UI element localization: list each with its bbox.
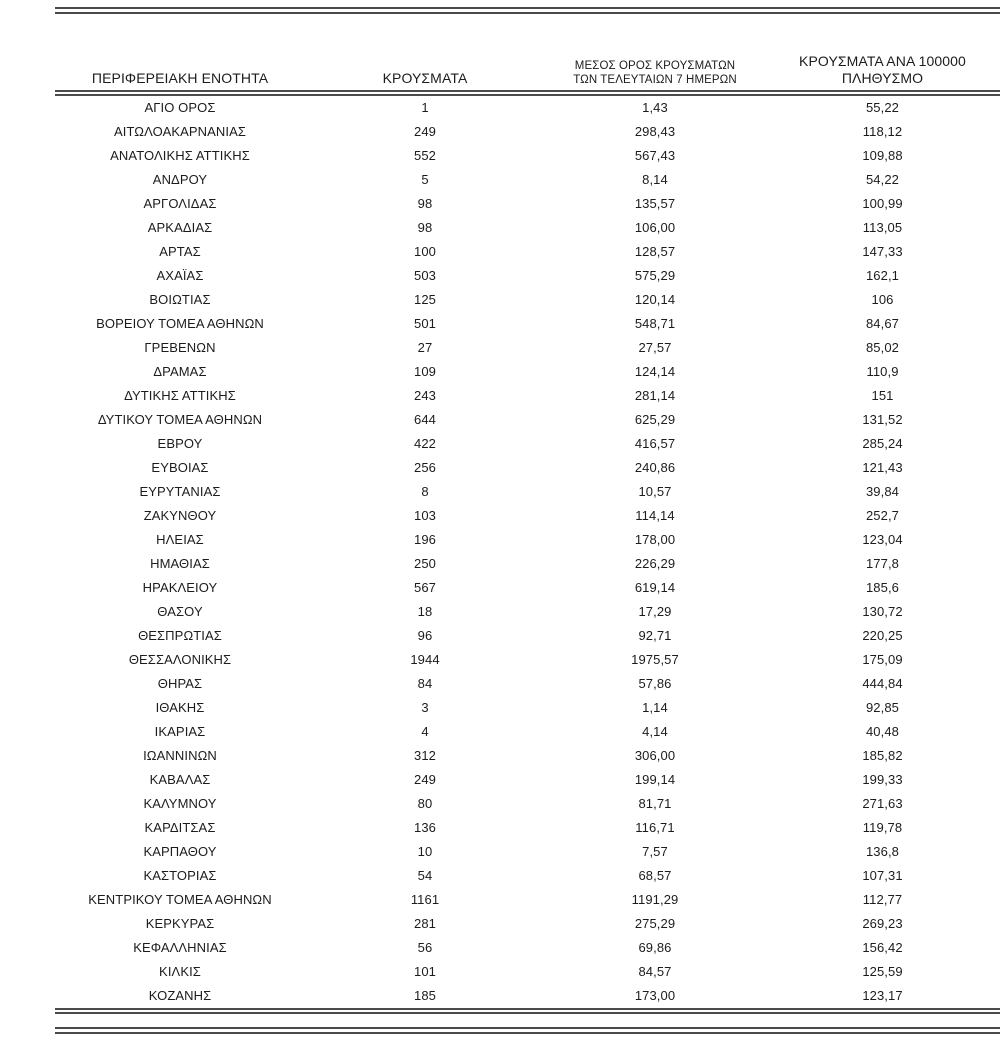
cases-cell: 1 [421,100,429,115]
region-cell: ΕΥΡΥΤΑΝΙΑΣ [139,484,221,499]
region-cell: ΔΥΤΙΚΟΥ ΤΟΜΕΑ ΑΘΗΝΩΝ [97,412,263,427]
cases-cell: 5 [421,172,429,187]
per100k-cell: 110,9 [866,364,899,379]
column-header-region-label: ΠΕΡΙΦΕΡΕΙΑΚΗ ΕΝΟΤΗΤΑ [91,70,269,86]
per100k-cell: 55,22 [865,100,900,115]
region-cell: ΗΡΑΚΛΕΙΟΥ [142,580,218,595]
cases-cell: 96 [417,628,433,643]
region-cell: ΚΕΡΚΥΡΑΣ [145,916,215,931]
region-cell: ΙΘΑΚΗΣ [155,700,205,715]
cases-cell: 103 [414,508,436,523]
cases-cell: 98 [417,220,433,235]
region-cell: ΚΕΦΑΛΛΗΝΙΑΣ [133,940,227,955]
avg7-cell: 567,43 [634,148,676,163]
region-cell: ΘΗΡΑΣ [157,676,203,691]
avg7-cell: 575,29 [634,268,676,283]
avg7-cell: 226,29 [634,556,676,571]
table-row [55,240,1000,264]
per100k-cell: 113,05 [862,220,903,235]
region-cell: ΑΧΑΪΑΣ [156,268,204,283]
avg7-cell: 10,57 [638,484,672,499]
cases-cell: 249 [414,124,436,139]
region-cell: ΒΟΡΕΙΟΥ ΤΟΜΕΑ ΑΘΗΝΩΝ [96,316,264,331]
cases-cell: 312 [414,748,436,763]
region-cell: ΒΟΙΩΤΙΑΣ [149,292,211,307]
table-row [55,360,1000,384]
per100k-cell: 271,63 [862,796,903,811]
region-cell: ΚΑΛΥΜΝΟΥ [143,796,217,811]
table-row [55,960,1000,984]
region-cell: ΙΚΑΡΙΑΣ [154,724,206,739]
region-cell: ΙΩΑΝΝΙΝΩΝ [143,748,217,763]
table-row [55,312,1000,336]
per100k-cell: 123,17 [765,984,1000,1011]
avg7-cell: 8,14 [642,172,668,187]
avg7-cell: 416,57 [634,436,676,451]
region-cell: ΑΝΑΤΟΛΙΚΗΣ ΑΤΤΙΚΗΣ [110,148,250,163]
table-row [55,120,1000,144]
cases-cell: 84 [417,676,433,691]
cases-cell: 185 [305,984,545,1011]
per100k-cell: 269,23 [862,916,903,931]
cases-cell: 196 [414,532,436,547]
per100k-cell: 39,84 [865,484,900,499]
region-cell: ΓΡΕΒΕΝΩΝ [144,340,216,355]
table-row [55,264,1000,288]
region-cell: ΔΥΤΙΚΗΣ ΑΤΤΙΚΗΣ [124,388,236,403]
avg7-cell: 128,57 [634,244,676,259]
column-header-per100k-line1: ΚΡΟΥΣΜΑΤΑ ΑΝΑ 100000 [799,53,966,69]
avg7-cell: 120,14 [634,292,676,307]
cases-cell: 567 [414,580,436,595]
table-row [55,480,1000,504]
table-row [55,456,1000,480]
region-cell: ΗΛΕΙΑΣ [156,532,204,547]
table-row [55,624,1000,648]
table-row [55,792,1000,816]
avg7-cell: 7,57 [642,844,668,859]
region-cell: ΕΒΡΟΥ [157,436,203,451]
avg7-cell: 124,14 [634,364,676,379]
column-header-cases [305,38,545,93]
avg7-cell: 178,00 [634,532,676,547]
cases-cell: 1944 [410,652,440,667]
table-row [55,93,1000,120]
per100k-cell: 147,33 [862,244,903,259]
top-rule [55,7,1000,14]
table-row [55,840,1000,864]
cases-cell: 27 [417,340,433,355]
cases-cell: 4 [421,724,429,739]
region-cell: ΚΙΛΚΙΣ [159,964,201,979]
per100k-cell: 185,6 [865,580,900,595]
region-cell: ΚΑΣΤΟΡΙΑΣ [143,868,217,883]
region-cell: ΖΑΚΥΝΘΟΥ [143,508,217,523]
avg7-cell: 298,43 [634,124,676,139]
cases-cell: 54 [417,868,433,883]
per100k-cell: 123,04 [862,532,903,547]
header-row [55,38,1000,93]
cases-cell: 136 [414,820,436,835]
avg7-cell: 275,29 [634,916,676,931]
per100k-cell: 106 [871,292,894,307]
cases-cell: 281 [414,916,436,931]
avg7-cell: 1,14 [642,700,668,715]
table-header [55,38,1000,93]
table-row [55,168,1000,192]
per100k-cell: 85,02 [865,340,900,355]
table-row [55,432,1000,456]
cases-cell: 8 [421,484,429,499]
per100k-cell: 136,8 [865,844,900,859]
per100k-cell: 125,59 [862,964,903,979]
table-row [55,216,1000,240]
column-header-region [55,38,305,93]
avg7-cell: 281,14 [634,388,676,403]
per100k-cell: 130,72 [862,604,903,619]
per100k-cell: 92,85 [865,700,900,715]
table-row [55,336,1000,360]
cases-cell: 503 [414,268,436,283]
per100k-cell: 107,31 [862,868,903,883]
cases-cell: 644 [414,412,436,427]
avg7-cell: 84,57 [638,964,672,979]
column-header-avg7 [545,38,765,93]
table-row [55,936,1000,960]
per100k-cell: 54,22 [865,172,900,187]
per100k-cell: 220,25 [862,628,903,643]
per100k-cell: 175,09 [862,652,903,667]
region-cell: ΘΕΣΠΡΩΤΙΑΣ [138,628,222,643]
cases-cell: 80 [417,796,433,811]
table-row [55,912,1000,936]
table-row [55,384,1000,408]
table-row [55,816,1000,840]
per100k-cell: 121,43 [862,460,903,475]
avg7-cell: 240,86 [634,460,676,475]
avg7-cell: 548,71 [634,316,676,331]
column-header-per100k [765,38,1000,93]
cases-cell: 1161 [410,892,440,907]
table-row [55,744,1000,768]
region-cell: ΚΕΝΤΡΙΚΟΥ ΤΟΜΕΑ ΑΘΗΝΩΝ [88,892,272,907]
avg7-cell: 69,86 [638,940,672,955]
table-row [55,552,1000,576]
per100k-cell: 177,8 [865,556,900,571]
table-row [55,144,1000,168]
per100k-cell: 100,99 [862,196,903,211]
per100k-cell: 285,24 [862,436,903,451]
region-cell: ΑΙΤΩΛΟΑΚΑΡΝΑΝΙΑΣ [113,124,247,139]
avg7-cell: 619,14 [634,580,676,595]
region-cell: ΘΕΣΣΑΛΟΝΙΚΗΣ [128,652,232,667]
avg7-cell: 114,14 [635,508,675,523]
avg7-cell: 306,00 [634,748,676,763]
per100k-cell: 131,52 [862,412,903,427]
cases-cell: 98 [417,196,433,211]
per100k-cell: 162,1 [865,268,900,283]
per100k-cell: 84,67 [865,316,900,331]
column-header-cases-label: ΚΡΟΥΣΜΑΤΑ [382,70,468,86]
region-cell: ΚΑΡΠΑΘΟΥ [143,844,217,859]
avg7-cell: 135,57 [634,196,676,211]
table-row [55,192,1000,216]
column-header-per100k-line2: ΠΛΗΘΥΣΜΟ [841,70,924,86]
regional-cases-table [55,38,1000,1014]
table-row [55,408,1000,432]
avg7-cell: 625,29 [634,412,676,427]
region-cell: ΚΟΖΑΝΗΣ [55,984,305,1011]
cases-cell: 3 [421,700,429,715]
column-header-avg7-line2: ΤΩΝ ΤΕΛΕΥΤΑΙΩΝ 7 ΗΜΕΡΩΝ [573,74,737,86]
column-header-avg7-line1: ΜΕΣΟΣ ΟΡΟΣ ΚΡΟΥΣΜΑΤΩΝ [574,60,736,72]
per100k-cell: 40,48 [865,724,900,739]
table-row [55,864,1000,888]
per100k-cell: 151 [871,388,894,403]
table-row [55,720,1000,744]
avg7-cell: 92,71 [638,628,672,643]
region-cell: ΕΥΒΟΙΑΣ [151,460,209,475]
avg7-cell: 106,00 [634,220,676,235]
table-row [55,696,1000,720]
region-cell: ΑΡΓΟΛΙΔΑΣ [143,196,217,211]
avg7-cell: 1,43 [642,100,668,115]
cases-cell: 422 [414,436,436,451]
avg7-cell: 199,14 [634,772,676,787]
cases-cell: 501 [414,316,436,331]
per100k-cell: 252,7 [865,508,900,523]
avg7-cell: 27,57 [638,340,672,355]
avg7-cell: 1191,29 [631,892,679,907]
region-cell: ΑΡΤΑΣ [159,244,201,259]
per100k-cell: 119,78 [862,820,903,835]
per100k-cell: 112,77 [862,892,903,907]
table-body [55,93,1000,1011]
table-row [55,888,1000,912]
cases-cell: 101 [414,964,436,979]
cases-cell: 125 [414,292,436,307]
region-cell: ΗΜΑΘΙΑΣ [150,556,210,571]
table-row [55,288,1000,312]
cases-cell: 552 [414,148,436,163]
avg7-cell: 4,14 [642,724,668,739]
table-row [55,672,1000,696]
footer-rule [55,1027,1000,1034]
cases-cell: 250 [414,556,436,571]
table-row [55,984,1000,1011]
cases-cell: 56 [417,940,433,955]
cases-cell: 249 [414,772,436,787]
region-cell: ΔΡΑΜΑΣ [153,364,207,379]
region-cell: ΑΡΚΑΔΙΑΣ [147,220,213,235]
per100k-cell: 444,84 [862,676,903,691]
region-cell: ΘΑΣΟΥ [157,604,203,619]
table-row [55,648,1000,672]
per100k-cell: 156,42 [862,940,903,955]
per100k-cell: 109,88 [862,148,903,163]
avg7-cell: 57,86 [638,676,672,691]
table-row [55,528,1000,552]
region-cell: ΑΓΙΟ ΟΡΟΣ [144,100,216,115]
avg7-cell: 1975,57 [631,652,679,667]
region-cell: ΚΑΡΔΙΤΣΑΣ [144,820,216,835]
cases-cell: 243 [414,388,436,403]
per100k-cell: 185,82 [862,748,903,763]
region-cell: ΑΝΔΡΟΥ [152,172,208,187]
cases-cell: 256 [414,460,436,475]
cases-cell: 100 [414,244,436,259]
cases-cell: 109 [414,364,436,379]
per100k-cell: 118,12 [862,124,903,139]
cases-cell: 10 [417,844,433,859]
table-row [55,600,1000,624]
region-cell: ΚΑΒΑΛΑΣ [149,772,211,787]
per100k-cell: 199,33 [862,772,903,787]
avg7-cell: 116,71 [635,820,675,835]
cases-cell: 18 [417,604,433,619]
avg7-cell: 68,57 [638,868,672,883]
avg7-cell: 17,29 [638,604,672,619]
avg7-cell: 81,71 [638,796,672,811]
table-row [55,768,1000,792]
table-row [55,576,1000,600]
avg7-cell: 173,00 [545,984,765,1011]
table-row [55,504,1000,528]
